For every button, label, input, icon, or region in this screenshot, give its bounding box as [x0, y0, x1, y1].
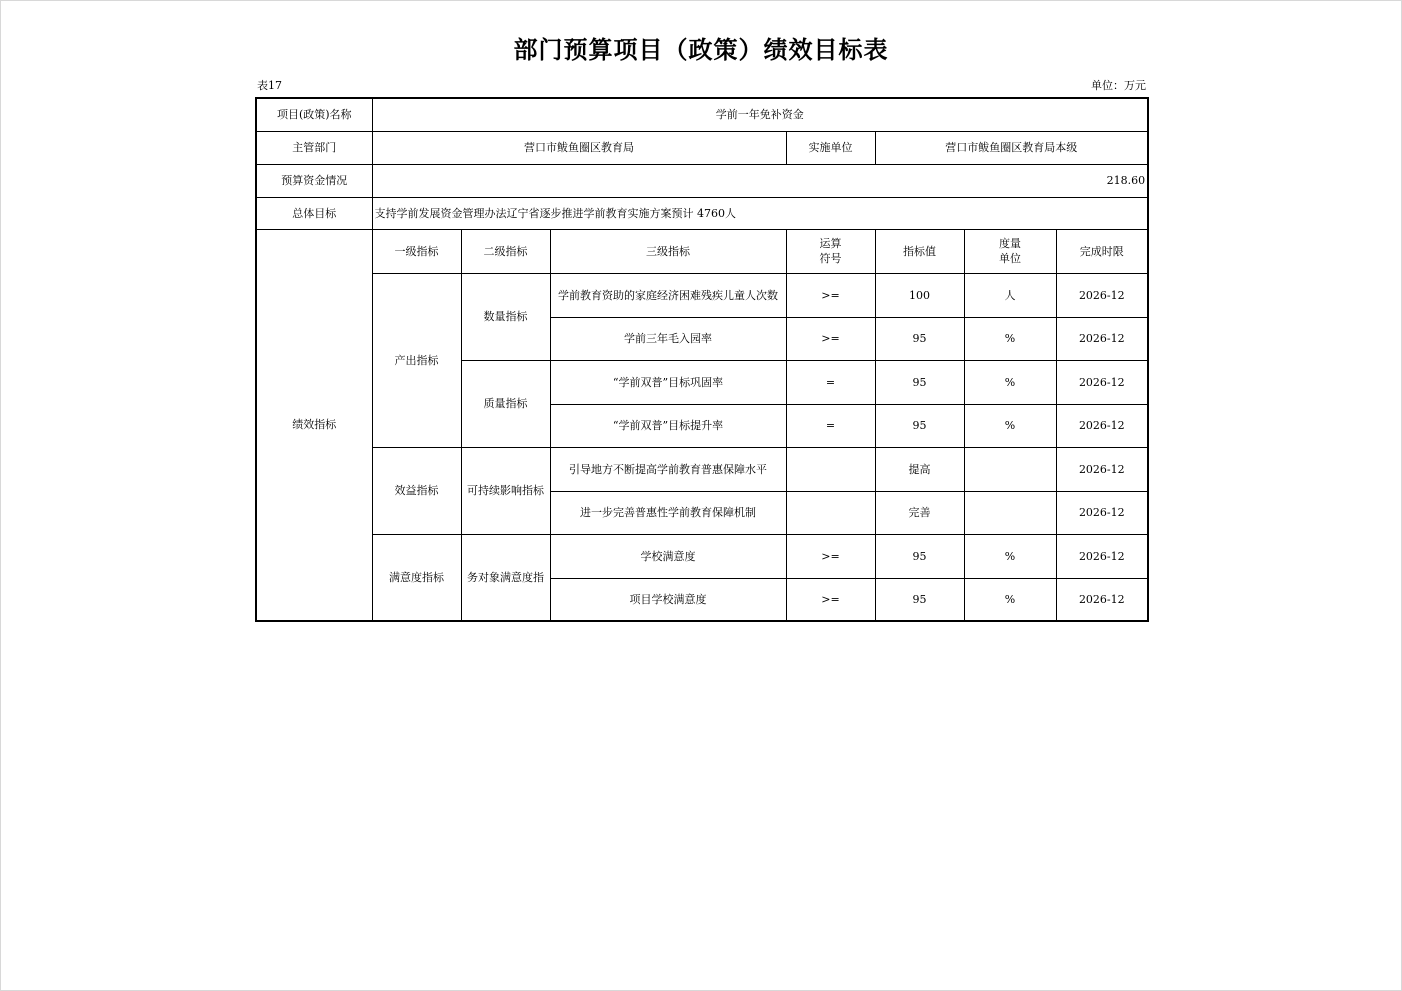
- budget-value: 218.60: [372, 164, 1148, 197]
- indicator-name: 学前教育资助的家庭经济困难残疾儿童人次数: [550, 273, 786, 317]
- header-unit: 度量 单位: [964, 229, 1056, 273]
- impl-label: 实施单位: [786, 131, 875, 164]
- table-number: 表17: [257, 79, 282, 92]
- indicator-deadline: 2026-12: [1056, 360, 1148, 404]
- indicator-deadline: 2026-12: [1056, 491, 1148, 534]
- indicator-value: 95: [875, 404, 964, 447]
- table-row: [256, 229, 1148, 273]
- indicator-operator: [786, 447, 875, 491]
- indicator-value: 95: [875, 317, 964, 360]
- unit-label: 单位：万元: [1091, 79, 1146, 92]
- header-level3: 三级指标: [550, 229, 786, 273]
- table-row: [256, 131, 1148, 164]
- header-level1: 一级指标: [372, 229, 461, 273]
- indicator-operator: =: [786, 404, 875, 447]
- indicator-unit: %: [964, 317, 1056, 360]
- impl-value: 营口市鲅鱼圈区教育局本级: [875, 131, 1148, 164]
- indicator-deadline: 2026-12: [1056, 447, 1148, 491]
- indicator-operator: >=: [786, 578, 875, 621]
- indicator-unit: %: [964, 360, 1056, 404]
- goal-label: 总体目标: [256, 197, 372, 229]
- group-sustain: 可持续影响指标: [461, 447, 550, 534]
- table-row: [256, 273, 1148, 317]
- project-name-label: 项目(政策)名称: [256, 98, 372, 131]
- indicator-unit: 人: [964, 273, 1056, 317]
- indicator-unit: [964, 447, 1056, 491]
- indicator-deadline: 2026-12: [1056, 273, 1148, 317]
- indicator-deadline: 2026-12: [1056, 534, 1148, 578]
- dept-label: 主管部门: [256, 131, 372, 164]
- indicator-unit: [964, 491, 1056, 534]
- table-row: [256, 164, 1148, 197]
- indicator-name: 引导地方不断提高学前教育普惠保障水平: [550, 447, 786, 491]
- group-benefit: 效益指标: [372, 447, 461, 534]
- group-quantity: 数量指标: [461, 273, 550, 360]
- performance-target-table: [255, 97, 1149, 622]
- indicator-value: 95: [875, 578, 964, 621]
- indicator-value: 100: [875, 273, 964, 317]
- indicator-unit: %: [964, 534, 1056, 578]
- indicator-deadline: 2026-12: [1056, 404, 1148, 447]
- group-satisfaction: 满意度指标: [372, 534, 461, 621]
- header-value: 指标值: [875, 229, 964, 273]
- indicator-unit: %: [964, 404, 1056, 447]
- header-operator: 运算 符号: [786, 229, 875, 273]
- table-row: [256, 447, 1148, 491]
- indicator-name: 学校满意度: [550, 534, 786, 578]
- indicator-operator: >=: [786, 317, 875, 360]
- indicator-name: 进一步完善普惠性学前教育保障机制: [550, 491, 786, 534]
- group-service: 务对象满意度指: [461, 534, 550, 621]
- indicator-name: 项目学校满意度: [550, 578, 786, 621]
- indicator-operator: =: [786, 360, 875, 404]
- perf-label: 绩效指标: [256, 229, 372, 621]
- budget-label: 预算资金情况: [256, 164, 372, 197]
- indicator-name: 学前三年毛入园率: [550, 317, 786, 360]
- document-title: 部门预算项目（政策）绩效目标表: [513, 36, 889, 64]
- indicator-value: 完善: [875, 491, 964, 534]
- table-row: [256, 98, 1148, 131]
- header-deadline: 完成时限: [1056, 229, 1148, 273]
- indicator-value: 95: [875, 534, 964, 578]
- header-level2: 二级指标: [461, 229, 550, 273]
- table-row: [256, 197, 1148, 229]
- indicator-operator: >=: [786, 534, 875, 578]
- indicator-deadline: 2026-12: [1056, 578, 1148, 621]
- indicator-operator: [786, 491, 875, 534]
- indicator-name: “学前双普”目标巩固率: [550, 360, 786, 404]
- indicator-name: “学前双普”目标提升率: [550, 404, 786, 447]
- goal-value: 支持学前发展资金管理办法辽宁省逐步推进学前教育实施方案预计 4760人: [372, 197, 1148, 229]
- indicator-deadline: 2026-12: [1056, 317, 1148, 360]
- group-quality: 质量指标: [461, 360, 550, 447]
- dept-value: 营口市鲅鱼圈区教育局: [372, 131, 786, 164]
- indicator-unit: %: [964, 578, 1056, 621]
- indicator-value: 提高: [875, 447, 964, 491]
- project-name-value: 学前一年免补资金: [372, 98, 1148, 131]
- indicator-operator: >=: [786, 273, 875, 317]
- table-row: [256, 534, 1148, 578]
- indicator-value: 95: [875, 360, 964, 404]
- group-output: 产出指标: [372, 273, 461, 447]
